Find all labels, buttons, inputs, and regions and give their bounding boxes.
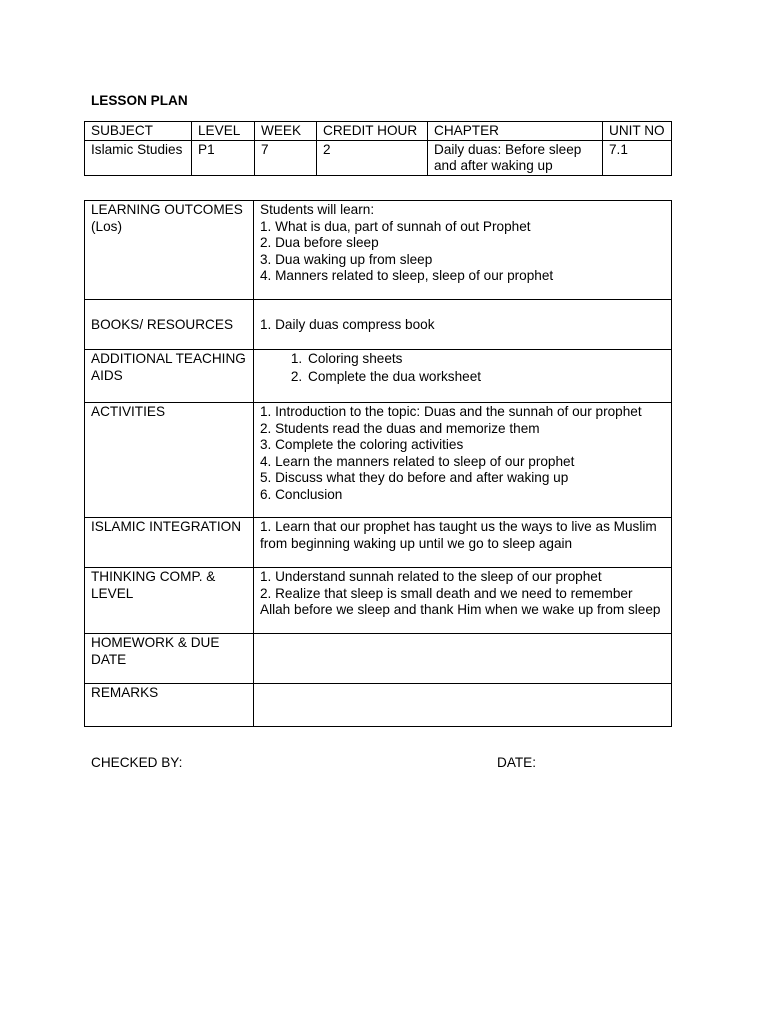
homework-label: HOMEWORK & DUE DATE — [85, 634, 254, 684]
learning-outcomes-line: 1. What is dua, part of sunnah of out Prophet — [260, 218, 531, 234]
page-title: LESSON PLAN — [91, 93, 188, 108]
remarks-content — [254, 684, 672, 727]
learning-outcomes-content — [254, 201, 672, 300]
homework-content — [254, 634, 672, 684]
unit-no-value: 7.1 — [603, 140, 672, 175]
learning-outcomes-line: 4. Manners related to sleep, sleep of our prophet — [260, 268, 554, 283]
learning-outcomes-line: Students will learn: — [260, 202, 375, 217]
credit-hour-header: CREDIT HOUR — [317, 122, 428, 141]
learning-outcomes-line: 3. Dua waking up from sleep — [260, 251, 433, 267]
level-header: LEVEL — [192, 122, 255, 141]
books-content: 1. Daily duas compress book — [254, 300, 672, 350]
activities-line: 2. Students read the duas and memorize them — [260, 420, 540, 436]
thinking-line: 1. Understand sunnah related to the sleep of our prophet — [260, 569, 602, 584]
activities-line: 1. Introduction to the topic: Duas and the sunnah of our prophet — [260, 404, 642, 419]
week-value: 7 — [255, 140, 317, 175]
aids-list — [260, 350, 665, 385]
subject-header: SUBJECT — [85, 122, 192, 141]
integration-content: 1. Learn that our prophet has taught us the ways to live as Muslim from beginning waking up until we go to sleep again — [254, 518, 672, 568]
info-value-row — [85, 140, 672, 175]
thinking-label: THINKING COMP. & LEVEL — [85, 568, 254, 634]
week-header: WEEK — [255, 122, 317, 141]
info-header-row — [85, 122, 672, 141]
activities-line: 3. Complete the coloring activities — [260, 437, 464, 452]
date-label: DATE: — [497, 755, 537, 770]
learning-outcomes-row — [85, 201, 672, 300]
remarks-row — [85, 684, 672, 727]
unit-no-header: UNIT NO — [603, 122, 672, 141]
aids-row — [85, 350, 672, 403]
homework-row — [85, 634, 672, 684]
checked-by-label: CHECKED BY: — [91, 755, 183, 770]
aids-label: ADDITIONAL TEACHING AIDS — [85, 350, 254, 403]
chapter-header: CHAPTER — [428, 122, 603, 141]
books-label: BOOKS/ RESOURCES — [85, 300, 254, 350]
thinking-line: 2. Realize that sleep is small death and we need to remember Allah before we sleep and thank Him when we wake up from sleep — [260, 585, 661, 617]
books-row — [85, 300, 672, 350]
credit-hour-value: 2 — [317, 140, 428, 175]
aids-list-item: 2. Complete the dua worksheet — [306, 368, 665, 386]
thinking-row — [85, 568, 672, 634]
activities-line: 6. Conclusion — [260, 486, 343, 502]
lesson-plan-table — [84, 200, 672, 727]
aids-content — [254, 350, 672, 403]
chapter-value: Daily duas: Before sleep and after waking up — [428, 140, 603, 175]
activities-row — [85, 403, 672, 518]
level-value: P1 — [192, 140, 255, 175]
thinking-content — [254, 568, 672, 634]
activities-label: ACTIVITIES — [85, 403, 254, 518]
activities-line: 5. Discuss what they do before and after waking up — [260, 470, 569, 485]
integration-row — [85, 518, 672, 568]
activities-line: 4. Learn the manners related to sleep of our prophet — [260, 453, 575, 469]
activities-content — [254, 403, 672, 518]
learning-outcomes-line: 2. Dua before sleep — [260, 235, 379, 250]
lesson-info-table — [84, 121, 672, 176]
aids-list-item: 1. Coloring sheets — [306, 350, 665, 368]
subject-value: Islamic Studies — [85, 140, 192, 175]
integration-label: ISLAMIC INTEGRATION — [85, 518, 254, 568]
learning-outcomes-label: LEARNING OUTCOMES (Los) — [85, 201, 254, 300]
remarks-label: REMARKS — [85, 684, 254, 727]
